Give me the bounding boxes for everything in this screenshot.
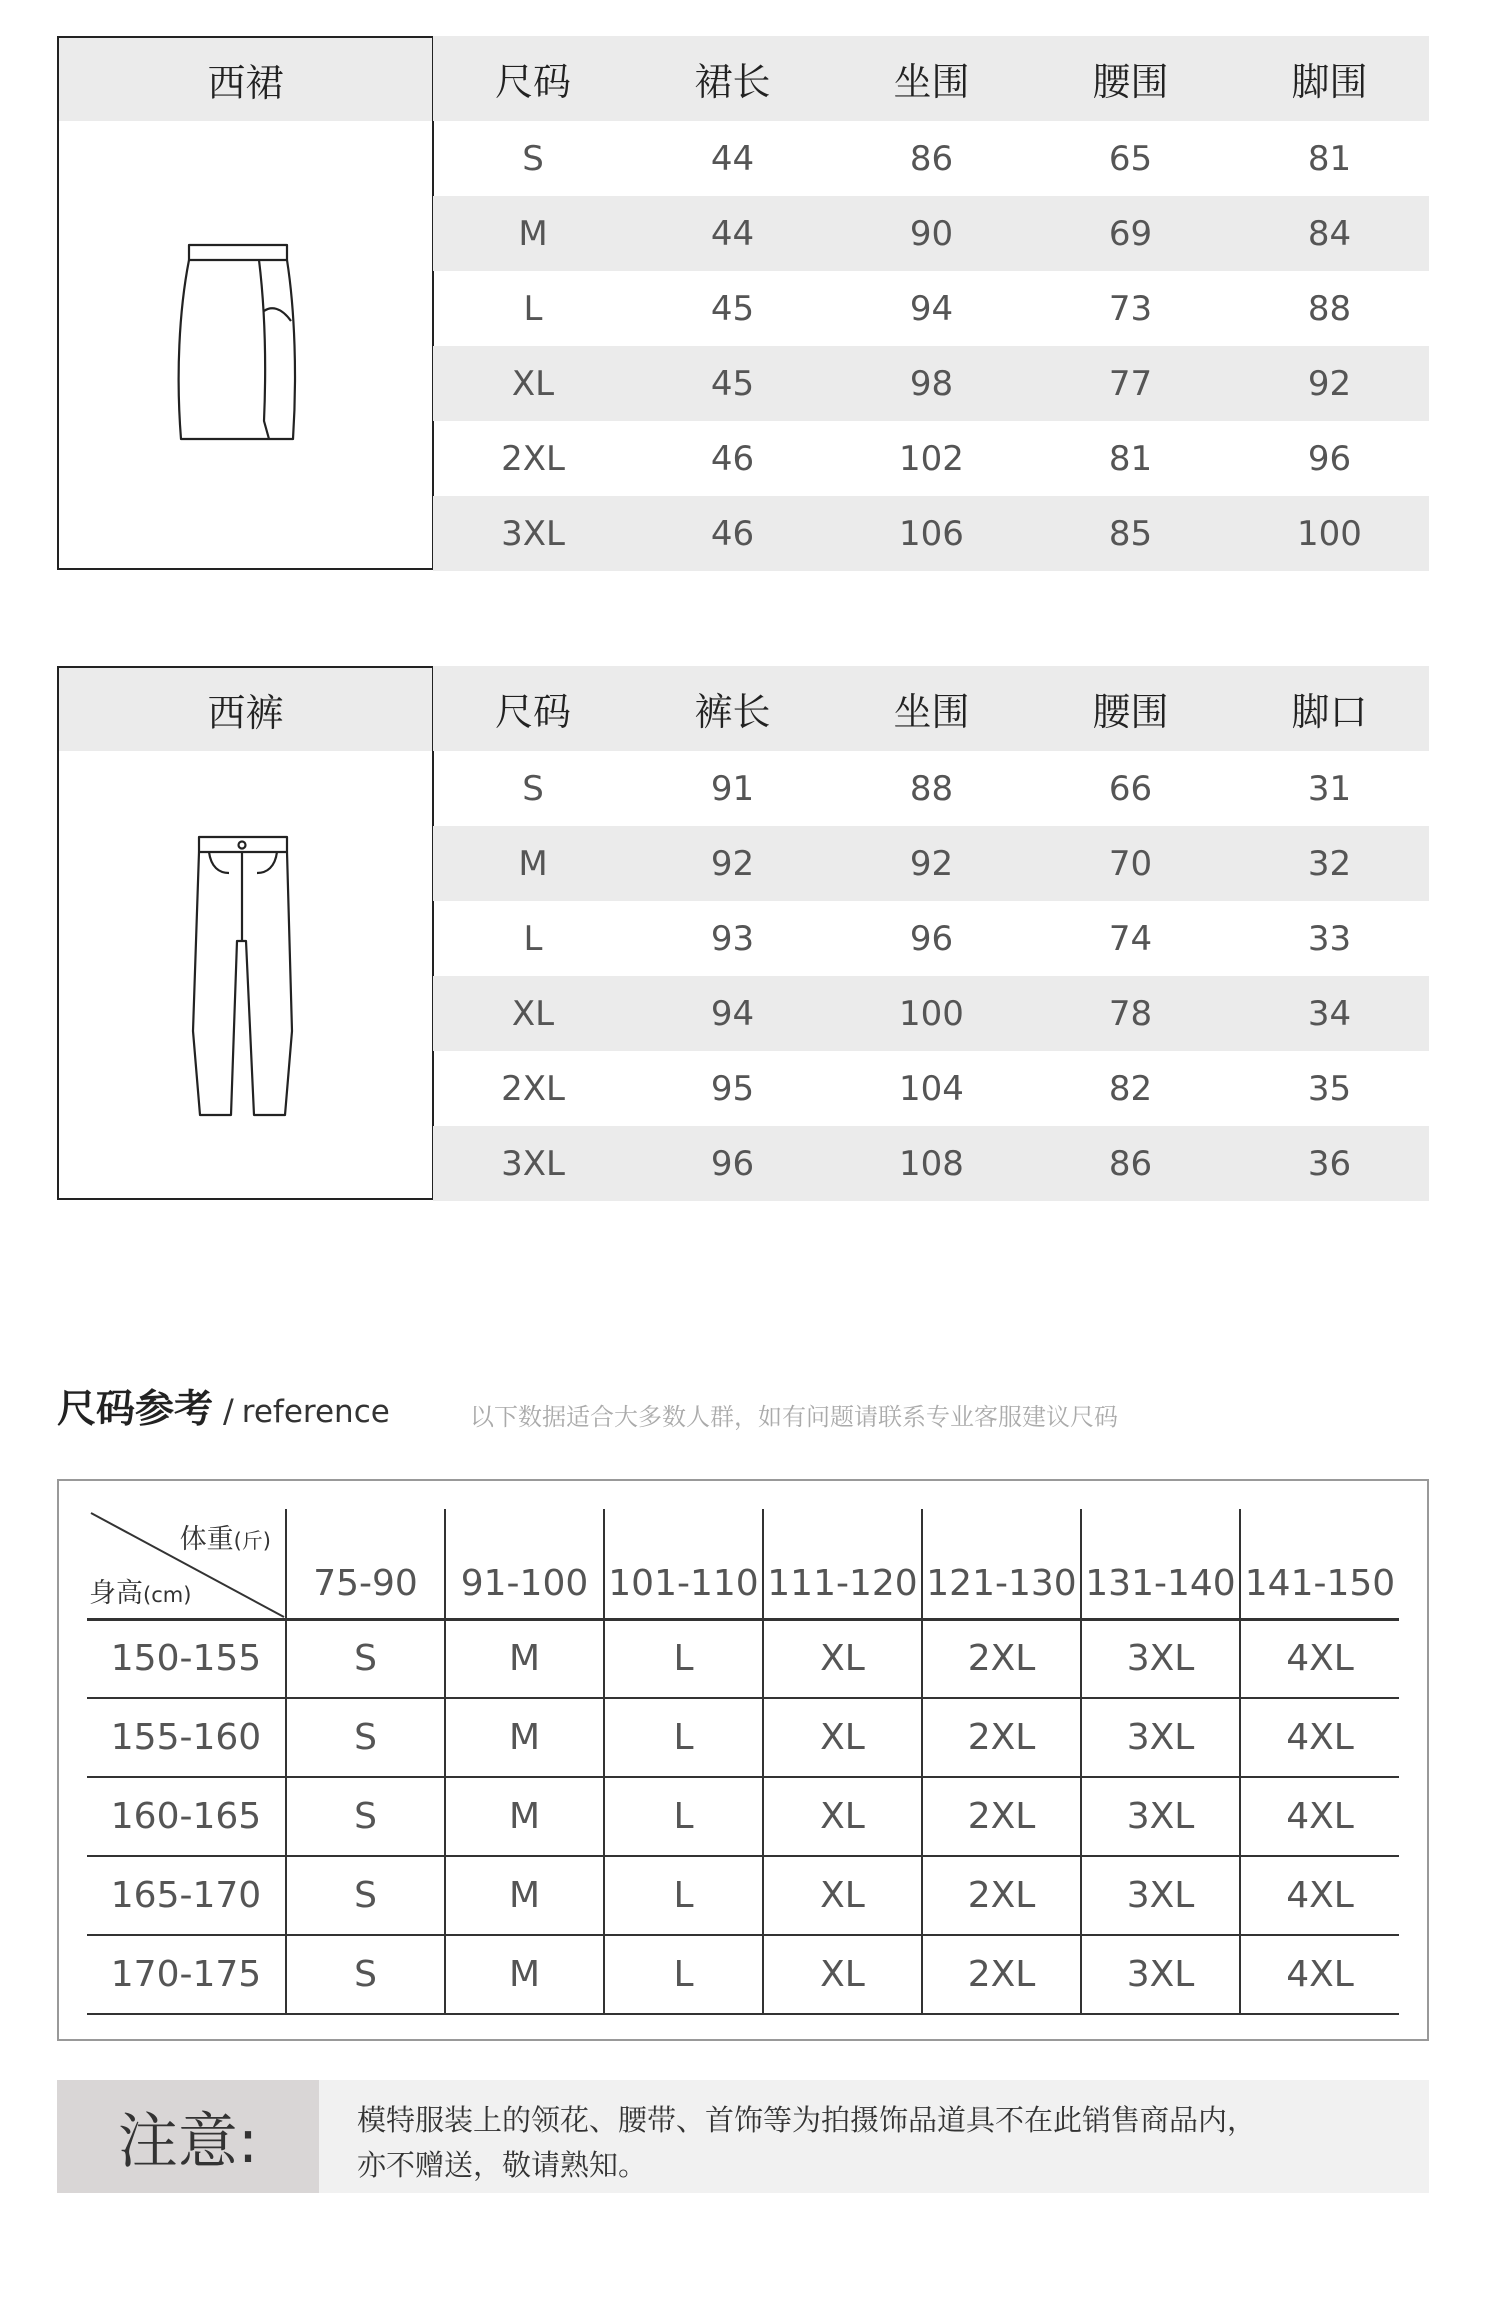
skirt-table-cell: 46 (710, 438, 755, 479)
skirt-table-cell: 90 (909, 213, 954, 254)
reference-table-body (87, 1509, 1399, 2014)
weight-range-header: 111-120 (763, 1509, 922, 1619)
recommended-size-cell: L (604, 1856, 763, 1935)
skirt-table-cell: 86 (909, 138, 954, 179)
pants-table-cell: S (522, 768, 544, 809)
table-row (433, 346, 1429, 421)
weight-axis-label: 体重(斤) (179, 1524, 271, 1555)
table-row (87, 1856, 1399, 1935)
table-row (433, 826, 1429, 901)
skirt-table-cell: 84 (1307, 213, 1352, 254)
table-row (433, 901, 1429, 976)
reference-header-row (87, 1509, 1399, 1619)
skirt-table-cell: 2XL (501, 438, 565, 479)
skirt-table-header (433, 36, 1429, 121)
pants-table-cell: 32 (1307, 843, 1352, 884)
recommended-size-cell: L (604, 1935, 763, 2014)
recommended-size-cell: S (286, 1856, 445, 1935)
height-range-cell: 170-175 (87, 1935, 286, 2014)
weight-range-header: 101-110 (604, 1509, 763, 1619)
skirt-table-cell: 45 (710, 288, 755, 329)
skirt-table-cell: 81 (1108, 438, 1153, 479)
recommended-size-cell: 4XL (1240, 1856, 1399, 1935)
recommended-size-cell: XL (763, 1856, 922, 1935)
skirt-table-cell: 44 (710, 138, 755, 179)
pants-table-cell: L (523, 918, 543, 959)
recommended-size-cell: 3XL (1081, 1777, 1240, 1856)
skirt-table-cell: 45 (710, 363, 755, 404)
reference-title-en: reference (241, 1394, 390, 1430)
trousers-icon (59, 751, 432, 1198)
recommended-size-cell: 2XL (922, 1856, 1081, 1935)
pants-table-cell: 70 (1108, 843, 1153, 884)
recommended-size-cell: 2XL (922, 1698, 1081, 1777)
pants-table-cell: 92 (710, 843, 755, 884)
pants-table-cell: XL (511, 993, 555, 1034)
table-row (87, 1777, 1399, 1856)
recommended-size-cell: XL (763, 1698, 922, 1777)
reference-title: 尺码参考 (57, 1387, 214, 1432)
pants-header-cell: 尺码 (494, 690, 571, 734)
skirt-table-cell: 77 (1108, 363, 1153, 404)
pants-table-cell: 104 (899, 1068, 964, 1109)
recommended-size-cell: 4XL (1240, 1777, 1399, 1856)
pants-table-cell: 93 (710, 918, 755, 959)
table-row (433, 121, 1429, 196)
pants-table-cell: 108 (899, 1143, 964, 1184)
recommended-size-cell: L (604, 1619, 763, 1698)
skirt-table-cell: 85 (1108, 513, 1153, 554)
height-axis-label: 身高(cm) (89, 1577, 192, 1609)
recommended-size-cell: M (445, 1777, 604, 1856)
skirt-table-cell: 69 (1108, 213, 1153, 254)
pants-image-panel (57, 666, 434, 1200)
pants-table-cell: 36 (1307, 1143, 1352, 1184)
recommended-size-cell: S (286, 1698, 445, 1777)
weight-range-header: 141-150 (1240, 1509, 1399, 1619)
skirt-table-cell: 96 (1307, 438, 1352, 479)
skirt-table-cell: 65 (1108, 138, 1153, 179)
height-range-cell: 165-170 (87, 1856, 286, 1935)
table-row (87, 1698, 1399, 1777)
skirt-table-cell: 3XL (501, 513, 565, 554)
skirt-table-cell: 94 (909, 288, 954, 329)
height-range-cell: 160-165 (87, 1777, 286, 1856)
reference-corner-cell (87, 1509, 286, 1619)
pants-table-cell: 34 (1307, 993, 1352, 1034)
recommended-size-cell: XL (763, 1777, 922, 1856)
reference-title-separator: / (223, 1392, 234, 1430)
pants-table-cell: 88 (909, 768, 954, 809)
skirt-image-panel (57, 36, 434, 570)
skirt-header-cell: 尺码 (494, 60, 571, 104)
notice-line-1: 模特服装上的领花、腰带、首饰等为拍摄饰品道具不在此销售商品内， (357, 2103, 1257, 2137)
pants-table-cell: 96 (710, 1143, 755, 1184)
pants-header-cell: 坐围 (893, 690, 970, 734)
recommended-size-cell: 4XL (1240, 1935, 1399, 2014)
pants-table-cell: 91 (710, 768, 755, 809)
recommended-size-cell: 3XL (1081, 1856, 1240, 1935)
pants-header-cell: 脚口 (1291, 690, 1368, 734)
skirt-table-cell: 81 (1307, 138, 1352, 179)
pants-table-cell: 2XL (501, 1068, 565, 1109)
pants-table-cell: 66 (1108, 768, 1153, 809)
skirt-icon (59, 121, 432, 568)
weight-range-header: 91-100 (445, 1509, 604, 1619)
skirt-size-table (433, 36, 1429, 571)
height-range-cell: 155-160 (87, 1698, 286, 1777)
pants-header-cell: 裤长 (694, 690, 771, 734)
recommended-size-cell: S (286, 1619, 445, 1698)
skirt-table-cell: 102 (899, 438, 964, 479)
pants-table-header (433, 666, 1429, 751)
recommended-size-cell: 3XL (1081, 1698, 1240, 1777)
pants-table-cell: 94 (710, 993, 755, 1034)
notice-line-2: 亦不赠送，敬请熟知。 (357, 2148, 648, 2182)
weight-range-header: 131-140 (1081, 1509, 1240, 1619)
pants-size-table (433, 666, 1429, 1201)
pants-table-cell: 92 (909, 843, 954, 884)
height-range-cell: 150-155 (87, 1619, 286, 1698)
skirt-table-cell: 88 (1307, 288, 1352, 329)
recommended-size-cell: M (445, 1856, 604, 1935)
skirt-table-cell: L (523, 288, 543, 329)
skirt-table-cell: 73 (1108, 288, 1153, 329)
pants-table-cell: 35 (1307, 1068, 1352, 1109)
recommended-size-cell: M (445, 1698, 604, 1777)
pants-table-cell: 33 (1307, 918, 1352, 959)
weight-range-header: 121-130 (922, 1509, 1081, 1619)
skirt-size-section (57, 36, 1429, 570)
skirt-header-cell: 腰围 (1092, 60, 1169, 104)
skirt-table-cell: 44 (710, 213, 755, 254)
skirt-table-cell: 46 (710, 513, 755, 554)
pants-table-cell: 86 (1108, 1143, 1153, 1184)
notice-label: 注意: (57, 2080, 319, 2193)
table-row (433, 1051, 1429, 1126)
skirt-header-cell: 脚围 (1291, 60, 1368, 104)
skirt-table-cell: XL (511, 363, 555, 404)
recommended-size-cell: 2XL (922, 1619, 1081, 1698)
recommended-size-cell: S (286, 1777, 445, 1856)
table-row (433, 421, 1429, 496)
recommended-size-cell: M (445, 1619, 604, 1698)
pants-table-cell: M (518, 843, 548, 884)
recommended-size-cell: 3XL (1081, 1619, 1240, 1698)
pants-table-cell: 3XL (501, 1143, 565, 1184)
table-row (87, 1935, 1399, 2014)
recommended-size-cell: XL (763, 1619, 922, 1698)
pants-table-cell: 31 (1307, 768, 1352, 809)
table-row (433, 496, 1429, 571)
recommended-size-cell: L (604, 1777, 763, 1856)
skirt-table-body (433, 121, 1429, 571)
recommended-size-cell: S (286, 1935, 445, 2014)
pants-table-body (433, 751, 1429, 1201)
table-row (433, 1126, 1429, 1201)
skirt-header-cell: 坐围 (893, 60, 970, 104)
skirt-table-cell: 106 (899, 513, 964, 554)
pants-table-cell: 78 (1108, 993, 1153, 1034)
skirt-table-cell: 100 (1297, 513, 1362, 554)
recommended-size-cell: L (604, 1698, 763, 1777)
pants-table-cell: 100 (899, 993, 964, 1034)
table-row (433, 751, 1429, 826)
table-row (87, 1619, 1399, 1698)
recommended-size-cell: M (445, 1935, 604, 2014)
pants-table-cell: 82 (1108, 1068, 1153, 1109)
skirt-table-cell: 98 (909, 363, 954, 404)
pants-panel-title: 西裤 (59, 668, 432, 751)
recommended-size-cell: 2XL (922, 1935, 1081, 2014)
reference-heading (57, 1378, 390, 1438)
table-row (433, 196, 1429, 271)
pants-header-cell: 腰围 (1092, 690, 1169, 734)
skirt-table-cell: S (522, 138, 544, 179)
reference-table (87, 1509, 1399, 2015)
recommended-size-cell: 3XL (1081, 1935, 1240, 2014)
skirt-table-cell: M (518, 213, 548, 254)
recommended-size-cell: 4XL (1240, 1619, 1399, 1698)
reference-table-box (57, 1479, 1429, 2041)
table-row (433, 976, 1429, 1051)
pants-size-section (57, 666, 1429, 1200)
reference-note: 以下数据适合大多数人群，如有问题请联系专业客服建议尺码 (470, 1403, 1118, 1431)
skirt-table-cell: 92 (1307, 363, 1352, 404)
pants-table-cell: 96 (909, 918, 954, 959)
notice-text (357, 2098, 1397, 2188)
notice-banner (57, 2080, 1429, 2193)
skirt-header-cell: 裙长 (694, 60, 771, 104)
table-row (433, 271, 1429, 346)
weight-range-header: 75-90 (286, 1509, 445, 1619)
recommended-size-cell: 4XL (1240, 1698, 1399, 1777)
recommended-size-cell: XL (763, 1935, 922, 2014)
skirt-panel-title: 西裙 (59, 38, 432, 121)
pants-table-cell: 95 (710, 1068, 755, 1109)
recommended-size-cell: 2XL (922, 1777, 1081, 1856)
pants-table-cell: 74 (1108, 918, 1153, 959)
